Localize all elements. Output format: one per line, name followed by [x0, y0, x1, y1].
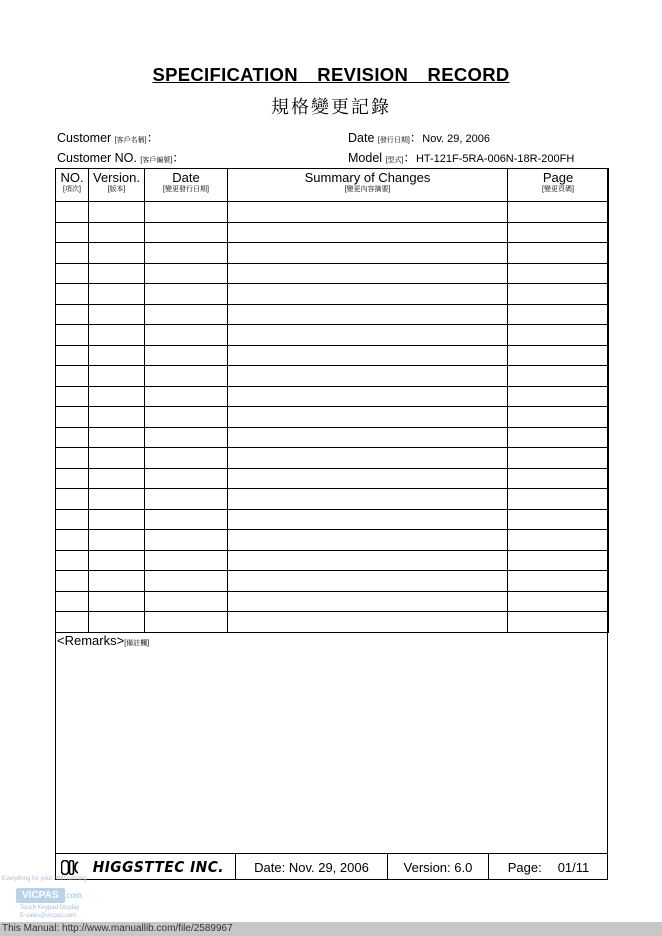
company-logo: HIGGSTTEC INC.: [55, 854, 236, 880]
table-cell: [508, 509, 609, 530]
footer-page: Page: 01/11: [507, 859, 590, 875]
table-cell: [145, 284, 228, 305]
table-cell: [56, 243, 89, 264]
table-cell: [228, 509, 508, 530]
table-cell: [145, 489, 228, 510]
table-cell: [89, 243, 145, 264]
table-cell: [228, 427, 508, 448]
table-cell: [56, 489, 89, 510]
header-version: Version. [版本]: [89, 169, 145, 202]
table-cell: [89, 222, 145, 243]
model-field: Model [型式]：HT-121F-5RA-006N-18R-200FH: [348, 151, 575, 165]
table-cell: [228, 612, 508, 633]
table-cell: [145, 427, 228, 448]
table-row: [56, 530, 609, 551]
table-cell: [89, 366, 145, 387]
table-cell: [508, 325, 609, 346]
table-cell: [145, 366, 228, 387]
table-cell: [56, 325, 89, 346]
table-cell: [145, 448, 228, 469]
table-cell: [145, 345, 228, 366]
table-cell: [145, 202, 228, 223]
document-subtitle: 規格變更記錄: [271, 97, 391, 118]
table-cell: [228, 263, 508, 284]
remarks-label: <Remarks>[備註欄]: [57, 633, 150, 648]
table-cell: [228, 530, 508, 551]
table-cell: [89, 571, 145, 592]
table-cell: [508, 571, 609, 592]
table-cell: [56, 407, 89, 428]
footer-date: Date: Nov. 29, 2006: [236, 854, 388, 880]
table-cell: [89, 386, 145, 407]
table-cell: [56, 468, 89, 489]
table-cell: [508, 612, 609, 633]
table-cell: [508, 448, 609, 469]
header-no: NO. [項次]: [56, 169, 89, 202]
table-cell: [228, 386, 508, 407]
table-row: [56, 448, 609, 469]
table-cell: [508, 345, 609, 366]
watermark-brand: VICPAS: [16, 888, 65, 903]
table-cell: [89, 304, 145, 325]
table-cell: [508, 530, 609, 551]
table-cell: [56, 591, 89, 612]
table-cell: [508, 386, 609, 407]
table-cell: [228, 407, 508, 428]
table-cell: [145, 571, 228, 592]
table-cell: [56, 202, 89, 223]
table-row: [56, 427, 609, 448]
table-cell: [56, 222, 89, 243]
table-cell: [145, 612, 228, 633]
table-cell: [56, 366, 89, 387]
table-cell: [56, 448, 89, 469]
table-row: [56, 591, 609, 612]
table-cell: [56, 427, 89, 448]
footer-version: Version: 6.0: [388, 854, 489, 880]
table-row: [56, 366, 609, 387]
table-cell: [508, 263, 609, 284]
revision-table: [55, 168, 609, 633]
table-cell: [508, 202, 609, 223]
table-cell: [228, 366, 508, 387]
table-cell: [228, 284, 508, 305]
table-row: [56, 550, 609, 571]
table-cell: [89, 427, 145, 448]
table-row: [56, 386, 609, 407]
table-cell: [145, 468, 228, 489]
table-cell: [56, 571, 89, 592]
table-cell: [145, 222, 228, 243]
watermark: Everything for your HMI running VICPAS .com Touch Keypad Display E-sales@vicpas.com: [2, 876, 87, 919]
customer-field: Customer [客戶名稱]：: [57, 131, 160, 145]
table-row: [56, 263, 609, 284]
customer-no-field: Customer NO. [客戶編號]：: [57, 151, 185, 165]
table-cell: [145, 407, 228, 428]
table-cell: [89, 345, 145, 366]
table-cell: [145, 304, 228, 325]
table-cell: [56, 509, 89, 530]
table-row: [56, 571, 609, 592]
table-row: [56, 407, 609, 428]
table-cell: [228, 489, 508, 510]
table-row: [56, 612, 609, 633]
table-cell: [145, 509, 228, 530]
table-cell: [228, 202, 508, 223]
table-cell: [56, 263, 89, 284]
table-cell: [89, 612, 145, 633]
date-field: Date [發行日期]：Nov. 29, 2006: [348, 131, 490, 145]
table-row: [56, 325, 609, 346]
table-cell: [228, 591, 508, 612]
table-cell: [89, 550, 145, 571]
table-cell: [228, 550, 508, 571]
table-cell: [508, 284, 609, 305]
table-row: [56, 202, 609, 223]
table-cell: [508, 489, 609, 510]
header-date: Date [變更發行日期]: [145, 169, 228, 202]
table-cell: [89, 468, 145, 489]
table-cell: [145, 530, 228, 551]
table-cell: [56, 550, 89, 571]
page-footer: [55, 853, 608, 880]
table-cell: [56, 530, 89, 551]
table-cell: [508, 427, 609, 448]
table-row: [56, 489, 609, 510]
table-cell: [508, 366, 609, 387]
table-cell: [508, 304, 609, 325]
table-row: [56, 284, 609, 305]
table-row: [56, 345, 609, 366]
table-cell: [89, 407, 145, 428]
table-cell: [228, 345, 508, 366]
header-page: Page [變更頁碼]: [508, 169, 609, 202]
table-cell: [228, 448, 508, 469]
table-cell: [145, 550, 228, 571]
table-cell: [145, 325, 228, 346]
table-cell: [228, 243, 508, 264]
company-logo-icon: [61, 860, 79, 875]
table-cell: [56, 386, 89, 407]
table-cell: [56, 284, 89, 305]
table-row: [56, 468, 609, 489]
table-cell: [89, 489, 145, 510]
table-cell: [228, 304, 508, 325]
table-cell: [228, 325, 508, 346]
table-cell: [89, 530, 145, 551]
table-cell: [228, 468, 508, 489]
table-cell: [89, 509, 145, 530]
table-cell: [508, 222, 609, 243]
table-cell: [56, 304, 89, 325]
table-row: [56, 222, 609, 243]
table-cell: [145, 243, 228, 264]
table-cell: [228, 571, 508, 592]
table-cell: [56, 345, 89, 366]
table-cell: [89, 284, 145, 305]
table-cell: [89, 448, 145, 469]
source-url-bar[interactable]: This Manual: http://www.manuallib.com/file/2589967: [0, 922, 662, 936]
table-cell: [228, 222, 508, 243]
table-row: [56, 243, 609, 264]
table-cell: [89, 591, 145, 612]
table-cell: [508, 550, 609, 571]
table-cell: [145, 386, 228, 407]
table-row: [56, 509, 609, 530]
table-header-row: [56, 169, 609, 202]
table-cell: [508, 591, 609, 612]
table-cell: [89, 202, 145, 223]
table-cell: [56, 612, 89, 633]
table-cell: [145, 263, 228, 284]
table-cell: [89, 263, 145, 284]
header-summary: Summary of Changes [變更內容摘要]: [228, 169, 508, 202]
table-cell: [508, 407, 609, 428]
table-cell: [89, 325, 145, 346]
table-cell: [508, 243, 609, 264]
table-cell: [508, 468, 609, 489]
document-title: SPECIFICATION REVISION RECORD: [152, 64, 510, 85]
table-row: [56, 304, 609, 325]
table-cell: [145, 591, 228, 612]
